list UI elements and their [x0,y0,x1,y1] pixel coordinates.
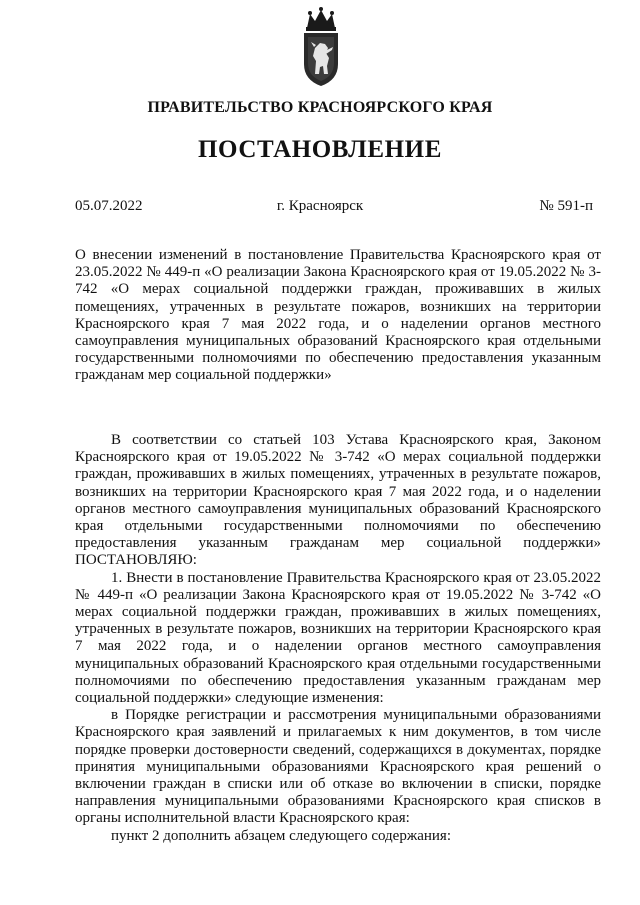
government-name: ПРАВИТЕЛЬСТВО КРАСНОЯРСКОГО КРАЯ [147,99,493,116]
subject-paragraph: О внесении изменений в постановление Правительства Красноярского края от 23.05.2022 № 449-п «О реализации Закона Красноярского края от 19.05.2022 № 3-742 «О мерах социальной поддержки граждан, проживавших в жилых помещениях, утраченных в результате пожаров, возникших на территории Красноярского края 7 мая 2022 года, и о наделении органов местного самоуправления муниципальных образований Красноярского края отдельными государственными полномочиями по обеспечению предоставления указанным гражданам мер социальной поддержки» [75,247,601,384]
document-type-title: ПОСТАНОВЛЕНИЕ [197,136,443,163]
document-date: 05.07.2022 [75,198,143,214]
document-city: г. Красноярск [276,198,364,214]
document-body [75,432,601,845]
item-1-addition-paragraph: пункт 2 дополнить абзацем следующего содержания: [111,827,451,844]
krasnoyarsk-coat-of-arms-icon [299,6,343,90]
item-1-paragraph: 1. Внести в постановление Правительства Красноярского края от 23.05.2022 № 449-п «О реализации Закона Красноярского края от 19.05.2022 № 3-742 «О мерах социальной поддержки граждан, проживавших в жилых помещениях, утраченных в результате пожаров, возникших на территории Красноярского края 7 мая 2022 года, и о наделении органов местного самоуправления муниципальных образований Красноярского края отдельными государственными полномочиями по обеспечению предоставления указанным гражданам мер социальной поддержки» следующие изменения: [75,569,601,707]
document-subject [75,247,601,385]
document-number: № 591-п [539,198,593,214]
preamble-paragraph: В соответствии со статьей 103 Устава Красноярского края, Законом Красноярского края от 19.05.2022 № 3-742 «О мерах социальной поддержки граждан, проживавших в жилых помещениях, утраченных в результате пожаров, возникших на территории Красноярского края 7 мая 2022 года, и о наделении органов местного самоуправления муниципальных образований Красноярского края отдельными государственными полномочиями по обеспечению предоставления указанным гражданам мер социальной поддержки» ПОСТАНОВЛЯЮ: [75,432,601,569]
item-1-procedure-paragraph: в Порядке регистрации и рассмотрения муниципальными образованиями Красноярского края заявлений и прилагаемых к ним документов, в том числе порядке проверки достоверности сведений, содержащихся в документах, порядке принятия муниципальными образованиями Красноярского края решений о включении граждан в списки или об отказе во включении в списки, порядке направления муниципальными образованиями Красноярского края списков в органы исполнительной власти Красноярского края: [75,707,601,827]
